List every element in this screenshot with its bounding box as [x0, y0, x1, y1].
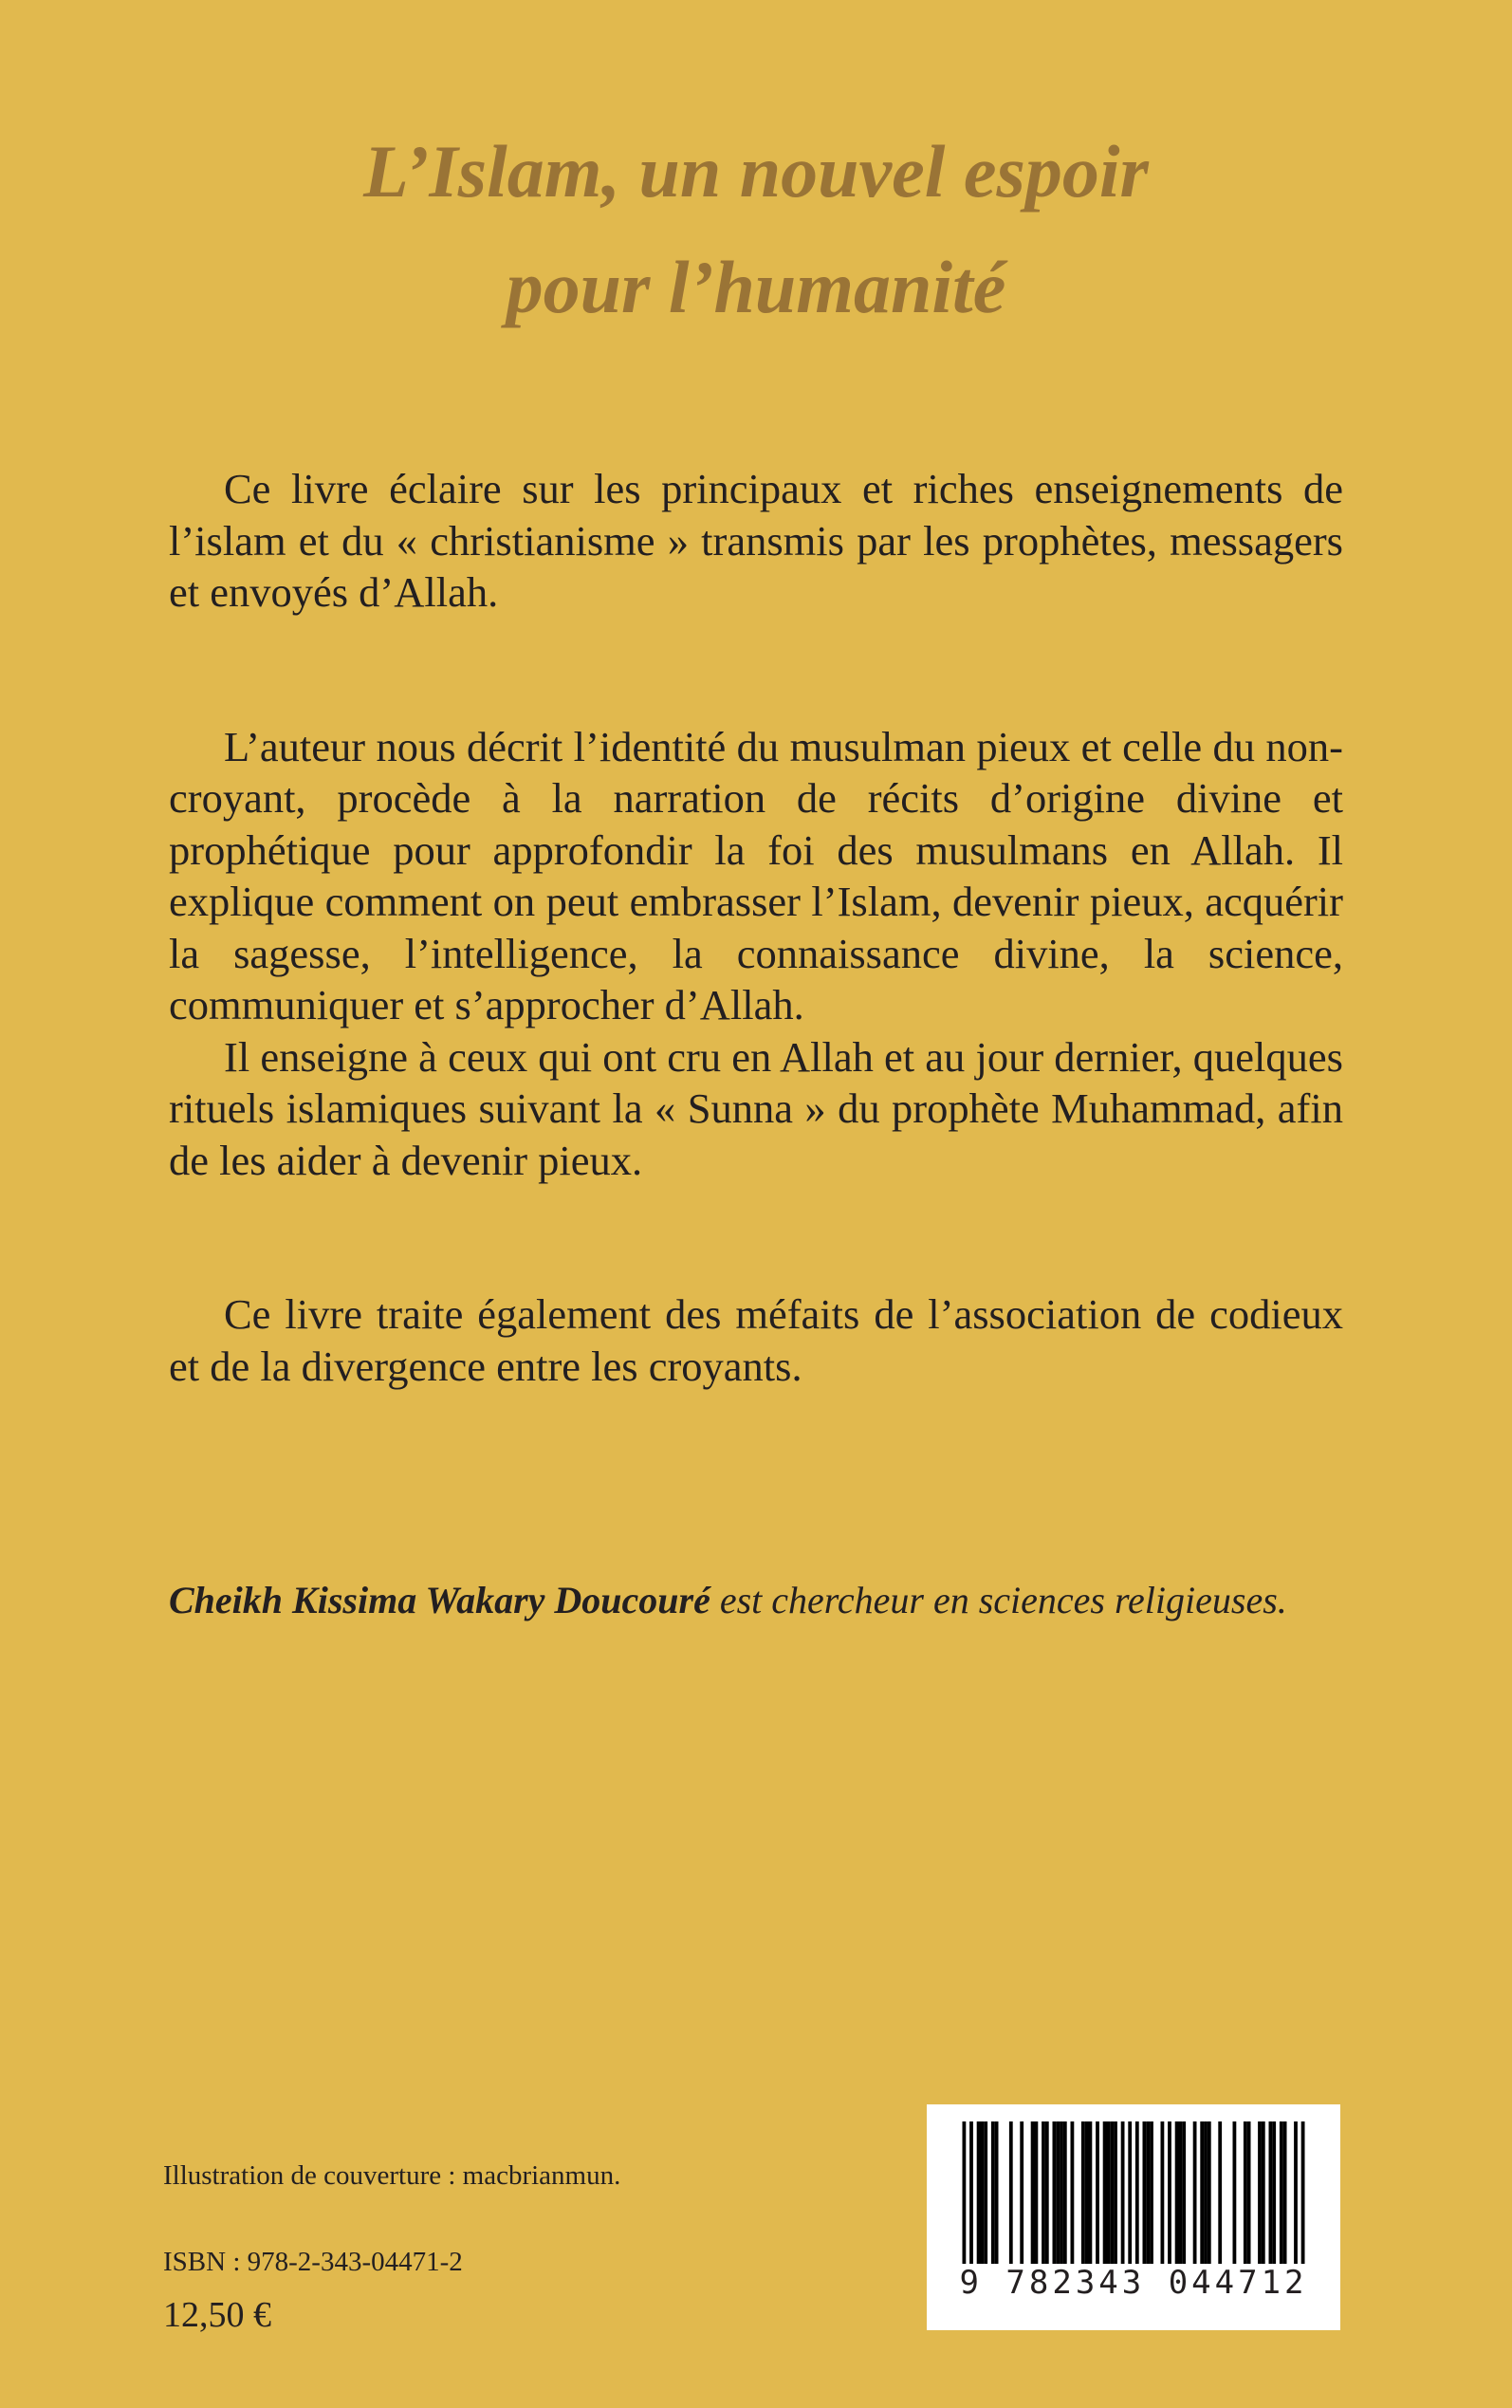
barcode-bar	[1146, 2121, 1150, 2264]
barcode-bar	[1035, 2121, 1039, 2264]
barcode-bar	[1161, 2121, 1165, 2264]
barcode-bar	[1045, 2121, 1049, 2264]
title-line-2: pour l’humanité	[506, 246, 1006, 328]
barcode-bar	[963, 2121, 967, 2264]
barcode-bar	[1056, 2121, 1060, 2264]
barcode-bar	[1121, 2121, 1125, 2264]
barcode-bar	[991, 2121, 995, 2264]
price: 12,50 €	[163, 2295, 271, 2335]
barcode-bar	[1204, 2121, 1208, 2264]
barcode-bar	[1020, 2121, 1023, 2264]
barcode-bar	[1081, 2121, 1085, 2264]
barcode-bar	[995, 2121, 999, 2264]
isbn: ISBN : 978-2-343-04471-2	[163, 2247, 463, 2277]
barcode-bar	[1060, 2121, 1063, 2264]
barcode-bar	[1063, 2121, 1067, 2264]
barcode-bar	[984, 2121, 987, 2264]
illustration-credit: Illustration de couverture : macbrianmun.	[163, 2160, 621, 2191]
barcode-bar	[1128, 2121, 1132, 2264]
barcode-bar	[1193, 2121, 1197, 2264]
barcode-bar	[1150, 2121, 1153, 2264]
barcode-bar	[1269, 2121, 1273, 2264]
barcode-bar	[1233, 2121, 1237, 2264]
barcode-bar	[1179, 2121, 1183, 2264]
barcode-bar	[1085, 2121, 1089, 2264]
blurb-paragraph-2: L’auteur nous décrit l’identité du musulman pieux et celle du non-croyant, procède à la narration de récits d’origine divine et prophétique pour approfondir la foi des musulmans en Allah. Il explique comment on peut embrasser l’Islam, devenir pieux, acquérir la sagesse, l’intelligence, la connaissance divine, la science, communiquer et s’approcher d’Allah.	[169, 722, 1343, 1028]
barcode-bar	[1218, 2121, 1222, 2264]
barcode-bar	[1262, 2121, 1265, 2264]
barcode-bar	[1283, 2121, 1287, 2264]
barcode-bar	[1143, 2121, 1147, 2264]
barcode-bar	[1247, 2121, 1251, 2264]
blurb-paragraph-1: Ce livre éclaire sur les principaux et riches enseignements de l’islam et du « christianisme » transmis par les prophètes, messagers et envoyés d’Allah.	[169, 465, 1343, 616]
barcode-bar	[1244, 2121, 1247, 2264]
author-name: Cheikh Kissima Wakary Doucouré	[169, 1579, 710, 1621]
barcode-bar	[1114, 2121, 1117, 2264]
title-line-1: L’Islam, un nouvel espoir	[363, 130, 1149, 213]
barcode-bar	[1110, 2121, 1114, 2264]
barcode-bar	[1258, 2121, 1262, 2264]
barcode-bar	[1009, 2121, 1013, 2264]
barcode-bar	[1103, 2121, 1107, 2264]
author-description: est chercheur en sciences religieuses.	[710, 1579, 1287, 1621]
barcode-bar	[969, 2121, 973, 2264]
paragraph-gap	[169, 1186, 1343, 1288]
barcode-bar	[1280, 2121, 1283, 2264]
blurb-paragraph-4: Ce livre traite également des méfaits de l’association de codieux et de la divergence entre les croyants.	[169, 1290, 1343, 1390]
author-bio	[169, 1578, 1343, 1622]
barcode-bar	[1200, 2121, 1204, 2264]
blurb-paragraph-3: Il enseigne à ceux qui ont cru en Allah et au jour dernier, quelques rituels islamiques suivant la « Sunna » du prophète Muhammad, afin de les aider à devenir pieux.	[169, 1032, 1343, 1184]
barcode-bar	[1168, 2121, 1171, 2264]
barcode-bar	[1053, 2121, 1057, 2264]
barcode-bar	[1042, 2121, 1045, 2264]
barcode-bar	[1096, 2121, 1099, 2264]
barcode-bar	[1294, 2121, 1298, 2264]
barcode-digits: 9 782343 044712	[959, 2264, 1308, 2302]
barcode-bar	[1071, 2121, 1075, 2264]
barcode-bar	[977, 2121, 981, 2264]
barcode-bar	[1107, 2121, 1111, 2264]
barcode-bar	[1031, 2121, 1035, 2264]
paragraph-gap	[169, 619, 1343, 721]
book-title	[0, 114, 1512, 345]
barcode-bar	[1301, 2121, 1305, 2264]
barcode-bar	[1208, 2121, 1211, 2264]
back-cover-blurb	[169, 463, 1343, 1392]
barcode-bar	[1182, 2121, 1186, 2264]
barcode-bar	[1089, 2121, 1093, 2264]
barcode-bar	[1135, 2121, 1139, 2264]
barcode	[927, 2104, 1340, 2330]
barcode-bar	[981, 2121, 985, 2264]
barcode-bar	[1272, 2121, 1276, 2264]
barcode-bar	[1175, 2121, 1179, 2264]
